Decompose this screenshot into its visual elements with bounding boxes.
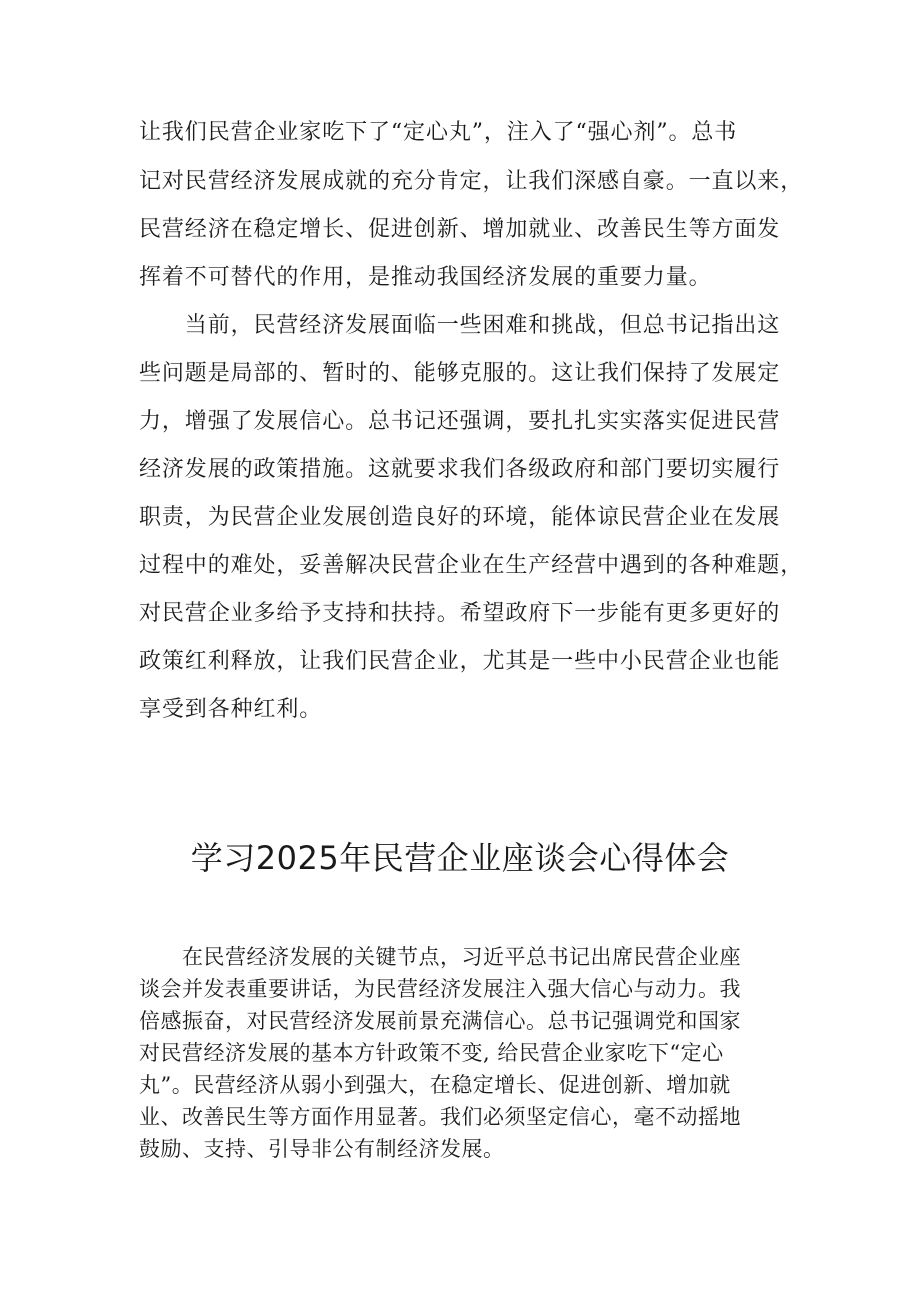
text-line: 力，增强了发展信心。总书记还强调，要扎扎实实落实促进民营 [139, 409, 781, 434]
text-line: 业、改善民生等方面作用显著。我们必须坚定信心，毫不动摇地 [139, 1105, 741, 1129]
text-line: 政策红利释放，让我们民营企业，尤其是一些中小民营企业也能 [139, 649, 781, 674]
text-line: 职责，为民营企业发展创造良好的环境，能体谅民营企业在发展 [139, 505, 781, 530]
text-line: 让我们民营企业家吃下了“定心丸”，注入了“强心剂”。总书 [139, 120, 738, 145]
text-line: 谈会并发表重要讲话，为民营经济发展注入强大信心与动力。我 [139, 977, 741, 1001]
text-line: 对民营企业多给予支持和扶持。希望政府下一步能有更多更好的 [139, 601, 781, 626]
article-title: 学习2025年民营企业座谈会心得体会 [190, 839, 730, 877]
text-line: 鼓励、支持、引导非公有制经济发展。 [139, 1137, 505, 1161]
text-line: 丸”。民营经济从弱小到强大，在稳定增长、促进创新、增加就 [139, 1073, 731, 1097]
text-line: 民营经济在稳定增长、促进创新、增加就业、改善民生等方面发 [139, 217, 781, 242]
text-line: 享受到各种红利。 [139, 697, 323, 722]
text-line: 当前，民营经济发展面临一些困难和挑战，但总书记指出这 [139, 313, 781, 338]
text-line: 过程中的难处，妥善解决民营企业在生产经营中遇到的各种难题， [139, 553, 804, 578]
text-line: 挥着不可替代的作用，是推动我国经济发展的重要力量。 [139, 265, 712, 290]
text-line: 经济发展的政策措施。这就要求我们各级政府和部门要切实履行 [139, 457, 781, 482]
text-line: 倍感振奋，对民营经济发展前景充满信心。总书记强调党和国家 [139, 1009, 741, 1033]
text-line: 在民营经济发展的关键节点，习近平总书记出席民营企业座 [139, 945, 741, 969]
text-line: 对民营经济发展的基本方针政策不变, 给民营企业家吃下“定心 [139, 1041, 724, 1065]
text-line: 些问题是局部的、暂时的、能够克服的。这让我们保持了发展定 [139, 361, 781, 386]
text-line: 记对民营经济发展成就的充分肯定，让我们深感自豪。一直以来， [139, 169, 804, 194]
